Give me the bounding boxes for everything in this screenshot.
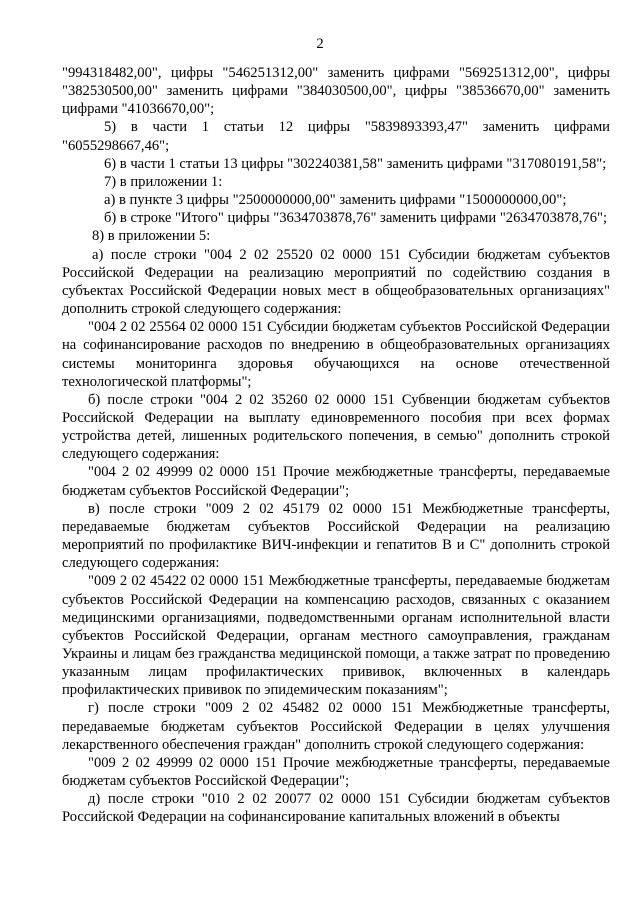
paragraph: д) после строки "010 2 02 20077 02 0000 151 Субсидии бюджетам субъектов Российской Федерации на софинансирование капитальных вложений в объекты — [62, 791, 610, 826]
paragraph: 8) в приложении 5: — [92, 228, 211, 245]
paragraph: 7) в приложении 1: — [104, 173, 223, 190]
page-number: 2 — [316, 36, 324, 52]
paragraph: 6) в части 1 статьи 13 цифры "302240381,58" заменить цифрами "317080191,58"; — [104, 155, 607, 172]
paragraph: "009 2 02 45422 02 0000 151 Межбюджетные трансферты, передаваемые бюджетам субъектов Российской Федерации на компенсацию расходов, связанных с оказанием медицинскими организациями, подведомственными органам исполнительной власти субъектов Российской Федерации, органам местного самоуправления, гражданам Украины и лицам без гражданства медицинской помощи, а также затрат по проведению указанным лицам профилактических прививок, включенных в календарь профилактических прививок по эпидемическим показаниям"; — [62, 573, 610, 699]
paragraph: а) в пункте 3 цифры "2500000000,00" заменить цифрами "1500000000,00"; — [104, 192, 567, 209]
paragraph: "009 2 02 49999 02 0000 151 Прочие межбюджетные трансферты, передаваемые бюджетам субъектов Российской Федерации"; — [62, 754, 610, 790]
paragraph: "994318482,00", цифры "546251312,00" заменить цифрами "569251312,00", цифры "382530500,00" заменить цифрами "384030500,00", цифры "38536670,00" заменить цифрами "41036670,00"; — [62, 65, 610, 118]
paragraph: "004 2 02 25564 02 0000 151 Субсидии бюджетам субъектов Российской Федерации на софинансирование расходов по внедрению в общеобразовательных организациях системы мониторинга здоровья обучающихся на основе отечественной технологической платформы"; — [62, 319, 610, 390]
paragraph: б) после строки "004 2 02 35260 02 0000 151 Субвенции бюджетам субъектов Российской Федерации на выплату единовременного пособия при всех формах устройства детей, лишенных родительского попечения, в семью" дополнить строкой следующего содержания: — [62, 391, 610, 463]
paragraph: г) после строки "009 2 02 45482 02 0000 151 Межбюджетные трансферты, передаваемые бюджетам субъектов Российской Федерации в целях улучшения лекарственного обеспечения граждан" дополнить строкой следующего содержания: — [62, 700, 610, 753]
paragraph: "004 2 02 49999 02 0000 151 Прочие межбюджетные трансферты, передаваемые бюджетам субъектов Российской Федерации"; — [62, 464, 610, 499]
paragraph: в) после строки "009 2 02 45179 02 0000 151 Межбюджетные трансферты, передаваемые бюджетам субъектов Российской Федерации на реализацию мероприятий по профилактике ВИЧ-инфекции и гепатитов В и С" дополнить строкой следующего содержания: — [62, 500, 610, 572]
paragraph: а) после строки "004 2 02 25520 02 0000 151 Субсидии бюджетам субъектов Российской Федерации на реализацию мероприятий по содействию создания в субъектах Российской Федерации новых мест в общеобразовательных организациях" дополнить строкой следующего содержания: — [62, 246, 610, 318]
paragraph: б) в строке "Итого" цифры "3634703878,76" заменить цифрами "2634703878,76"; — [104, 210, 608, 227]
document-body — [62, 64, 610, 827]
paragraph: 5) в части 1 статьи 12 цифры "5839893393,47" заменить цифрами "6055298667,46"; — [62, 119, 610, 154]
